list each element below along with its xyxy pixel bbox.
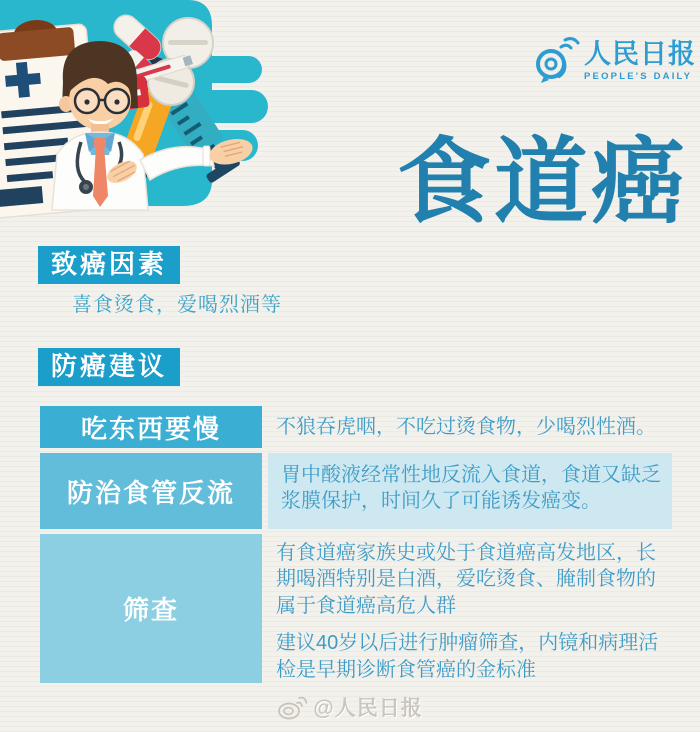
row-label-eat-slowly: 吃东西要慢 bbox=[40, 406, 262, 448]
advice-paragraph: 不狼吞虎咽，不吃过烫食物，少喝烈性酒。 bbox=[276, 415, 656, 438]
advice-paragraph: 胃中酸液经常性地反流入食道，食道又缺乏浆膜保护，时间久了可能诱发癌变。 bbox=[281, 464, 661, 513]
row-label-screening: 筛查 bbox=[40, 534, 262, 683]
table-row bbox=[40, 534, 672, 683]
logo-subtitle: PEOPLE'S DAILY bbox=[584, 71, 693, 83]
page-title: 食道癌 bbox=[396, 131, 688, 235]
doctor-medical-illustration bbox=[0, 0, 280, 235]
logo-name: 人民日报 bbox=[584, 39, 696, 69]
weibo-icon bbox=[277, 694, 307, 721]
section-heading-carcinogenic-factors: 致癌因素 bbox=[38, 246, 180, 284]
advice-paragraph: 建议40岁以后进行肿瘤筛查，内镜和病理活检是早期诊断食管癌的金标准 bbox=[276, 632, 659, 681]
at-mention-icon bbox=[534, 34, 580, 84]
row-label-prevent-reflux: 防治食管反流 bbox=[40, 453, 262, 529]
peoples-daily-logo bbox=[534, 34, 696, 84]
footer-account-name: @人民日报 bbox=[313, 697, 423, 720]
row-content bbox=[268, 406, 672, 448]
table-row bbox=[40, 453, 672, 529]
section-heading-prevention-advice: 防癌建议 bbox=[38, 348, 180, 386]
table-row bbox=[40, 406, 672, 448]
footer-watermark bbox=[0, 692, 700, 722]
carcinogenic-factors-text: 喜食烫食，爱喝烈酒等 bbox=[72, 294, 282, 316]
logo-text bbox=[584, 40, 696, 82]
advice-paragraph: 有食道癌家族史或处于食道癌高发地区，长期喝酒特别是白酒，爱吃烫食、腌制食物的属于食道癌高危人群 bbox=[276, 542, 656, 617]
advice-table bbox=[40, 406, 672, 683]
row-content bbox=[268, 453, 672, 529]
row-content bbox=[268, 534, 672, 683]
